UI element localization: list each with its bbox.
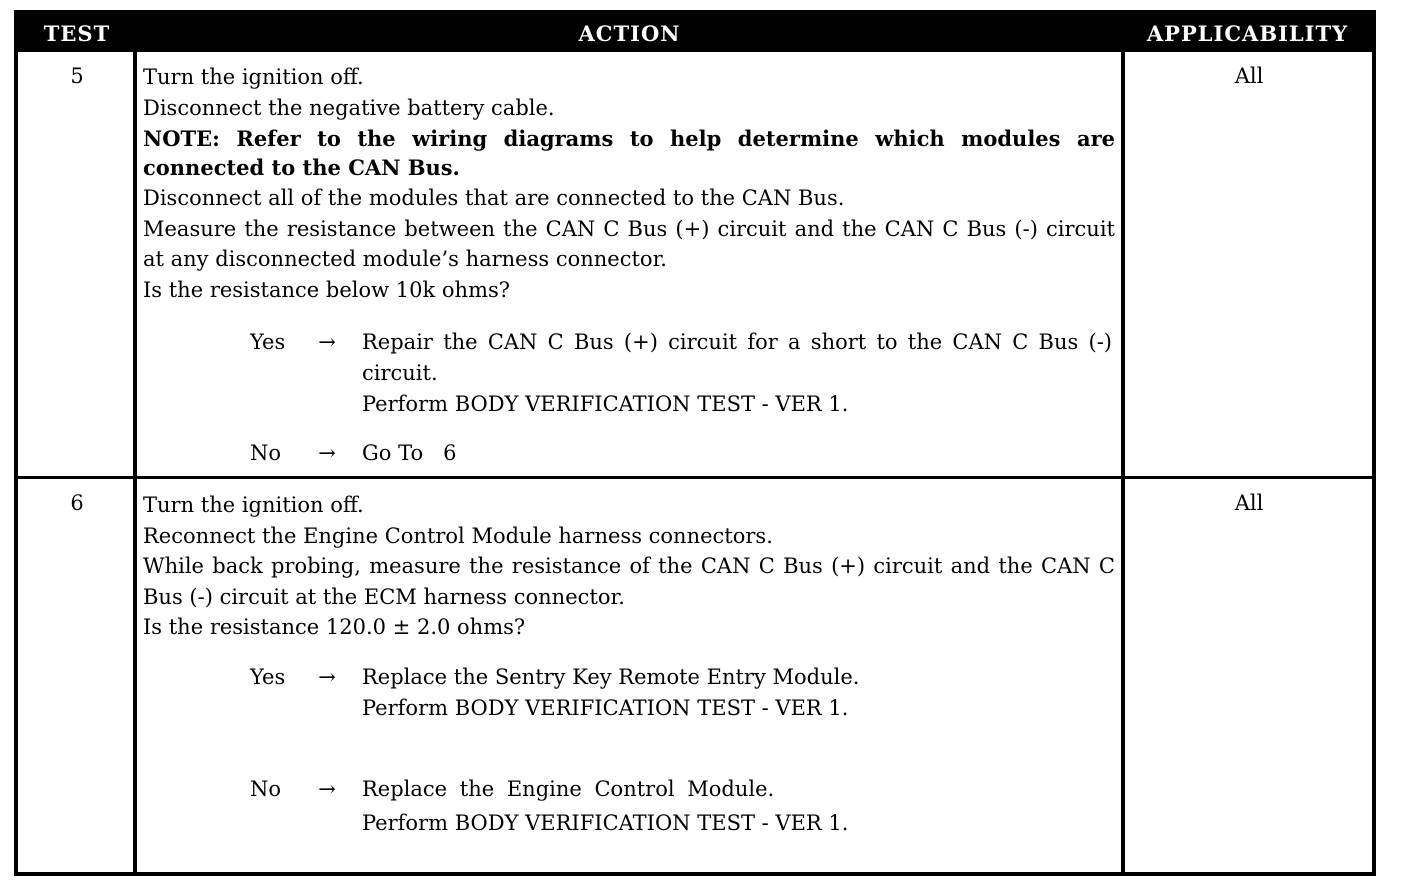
step-text: While back probing, measure the resistance of the CAN C Bus (+) circuit and the CAN C Bus (-) circuit at the ECM harness connector. [143,554,1115,609]
header-applicability: APPLICABILITY [1146,21,1349,46]
table-header [18,14,1372,52]
arrow-right-icon: → [318,330,336,354]
yes-label: Yes [250,665,286,689]
step-text: Measure the resistance between the CAN C Bus (+) circuit and the CAN C Bus (-) circuit at any disconnected module’s harness connector. [143,216,1115,271]
test-number: 6 [70,491,84,515]
step-text: Disconnect the negative battery cable. [143,95,555,120]
arrow-right-icon: → [318,665,336,689]
yes-action: Replace the Sentry Key Remote Entry Module. [362,665,860,689]
note-text: NOTE: Refer to the wiring diagrams to help determine which modules are connected to the CAN Bus. [143,126,1115,180]
arrow-right-icon: → [318,441,336,465]
question-text: Is the resistance below 10k ohms? [143,277,511,302]
step-text: Turn the ignition off. [143,65,364,89]
no-label: No [250,777,282,801]
column-divider [133,52,137,872]
column-divider [1121,52,1125,872]
diagnostic-table [14,10,1376,876]
step-text: Reconnect the Engine Control Module harness connectors. [143,523,773,548]
header-action: ACTION [578,21,681,46]
no-label: No [250,441,282,465]
applicability-value: All [1234,491,1264,515]
action-steps [143,490,1115,643]
yes-action-verify: Perform BODY VERIFICATION TEST - VER 1. [362,696,849,720]
step-text: Disconnect all of the modules that are connected to the CAN Bus. [143,186,845,210]
question-text: Is the resistance 120.0 ± 2.0 ohms? [143,615,526,639]
arrow-right-icon: → [318,777,336,801]
yes-action-verify: Perform BODY VERIFICATION TEST - VER 1. [362,392,849,416]
applicability-value: All [1234,64,1264,88]
row-divider [18,476,1372,479]
no-action: Go To 6 [362,441,457,465]
action-steps [143,62,1115,305]
no-action-verify: Perform BODY VERIFICATION TEST - VER 1. [362,811,849,835]
no-action: Replace the Engine Control Module. [362,777,775,801]
test-number: 5 [70,64,84,88]
yes-label: Yes [250,330,286,354]
yes-action: Repair the CAN C Bus (+) circuit for a short to the CAN C Bus (-) circuit. [362,330,1112,385]
header-test: TEST [43,21,111,46]
step-text: Turn the ignition off. [143,493,364,517]
